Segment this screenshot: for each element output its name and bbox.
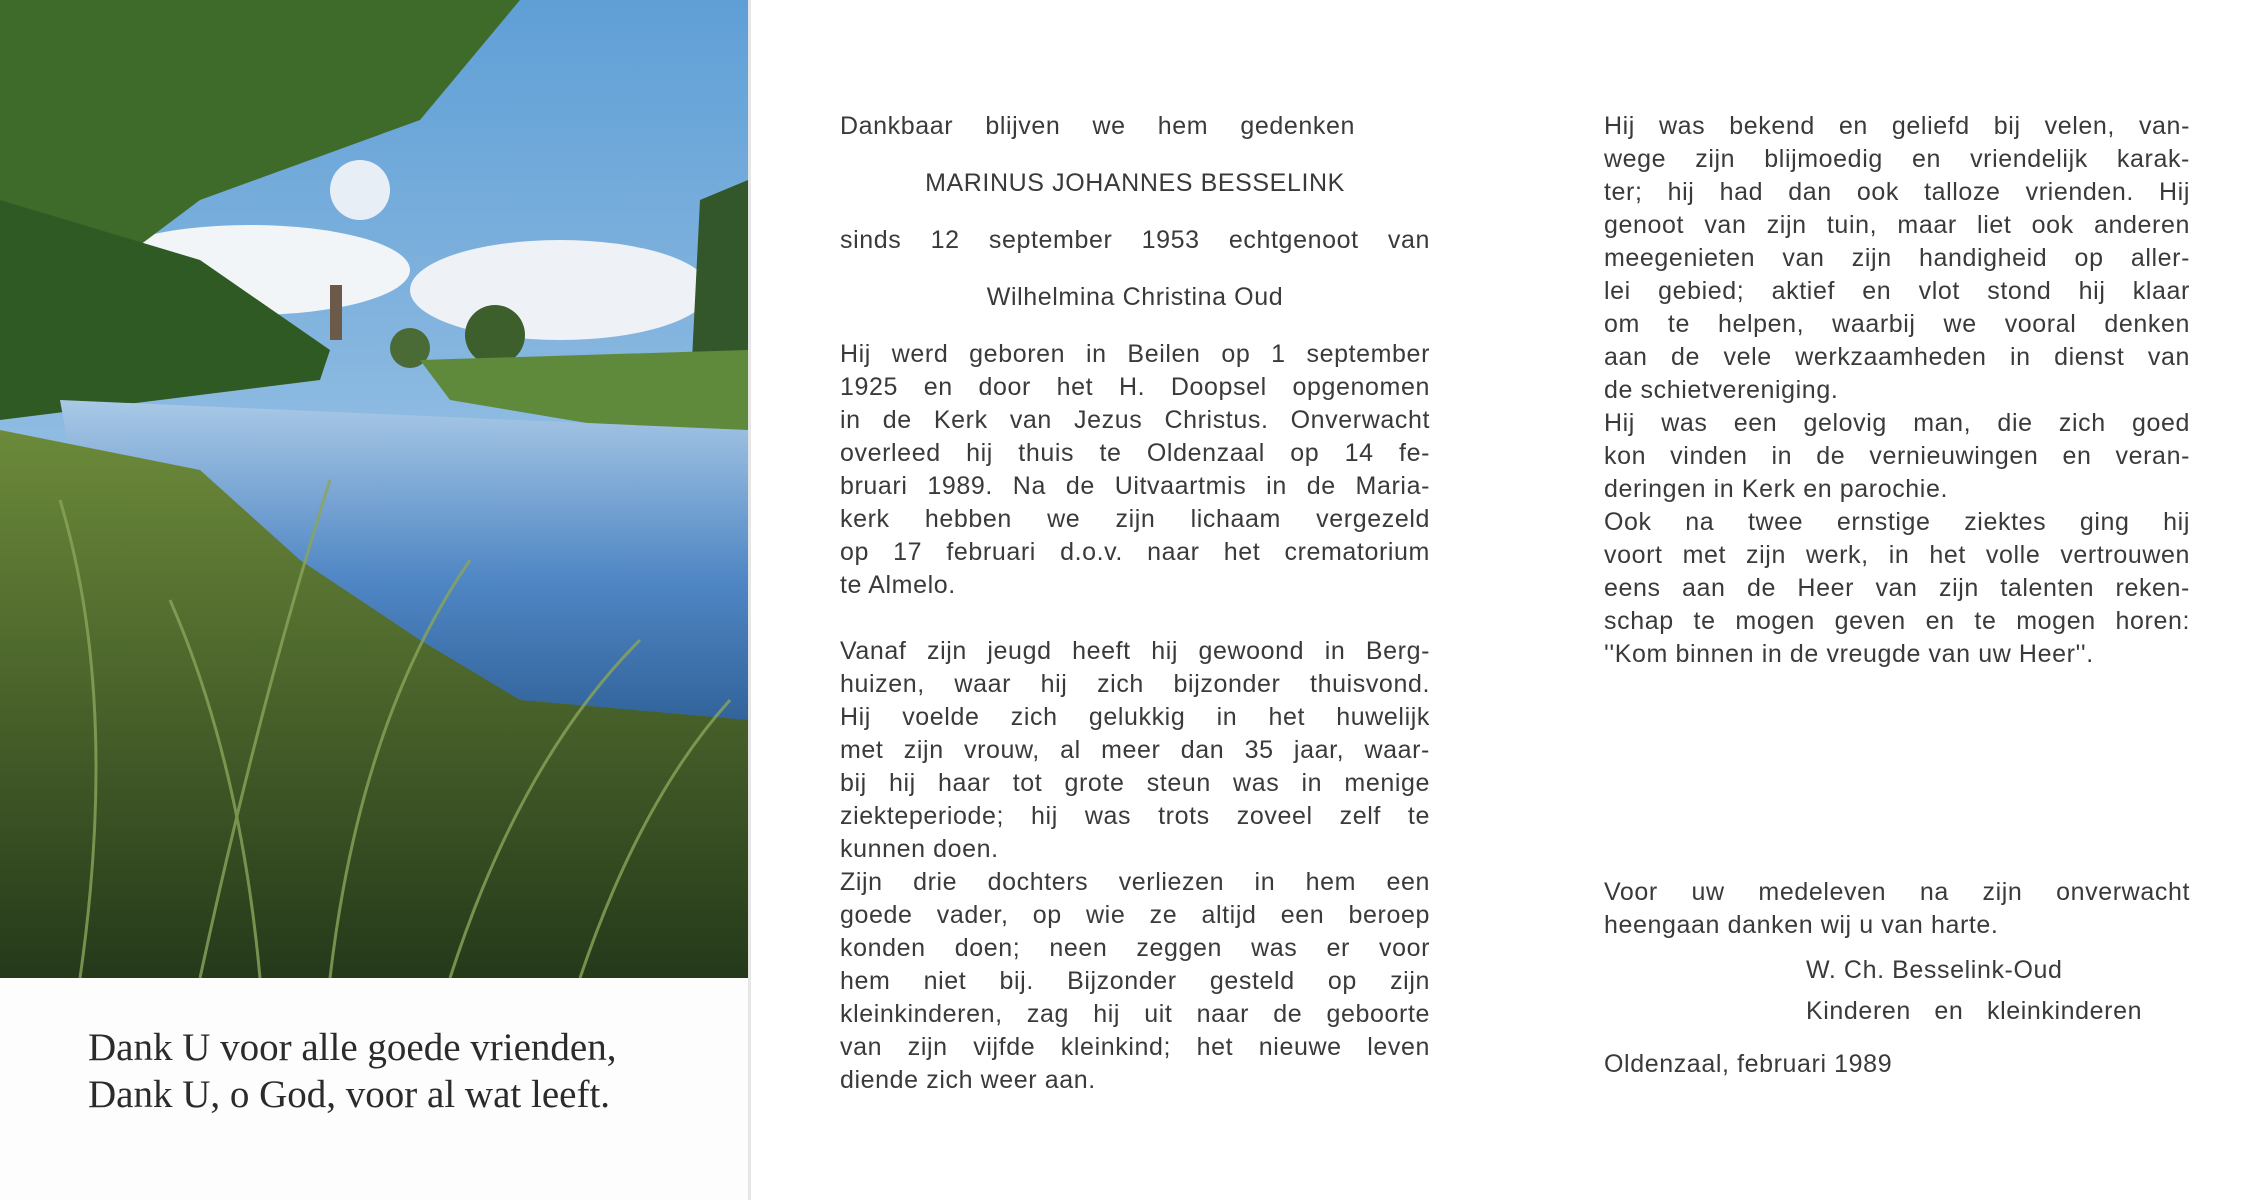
text-line: wege zijn blijmoedig en vriendelijk karak- (1604, 145, 2190, 173)
text-line: eens aan de Heer van zijn talenten reken- (1604, 574, 2190, 602)
text-line: genoot van zijn tuin, maar liet ook anderen (1604, 211, 2190, 239)
text-line: Hij was bekend en geliefd bij velen, van- (1604, 112, 2190, 140)
spouse-name: Wilhelmina Christina Oud (986, 283, 1284, 311)
text-line: ter; hij had dan ook talloze vrienden. Hij (1604, 178, 2190, 206)
thanks-line: heengaan danken wij u van harte. (1604, 911, 1999, 939)
thanks-line: Voor uw medeleven na zijn onverwacht (1604, 878, 2190, 906)
text-line: op 17 februari d.o.v. naar het crematorium (840, 538, 1430, 566)
married-line: sinds 12 september 1953 echtgenoot van (840, 226, 1430, 254)
windmill-icon (330, 285, 342, 340)
text-line: in de Kerk van Jezus Christus. Onverwacht (840, 406, 1430, 434)
text-line: meegenieten van zijn handigheid op aller- (1604, 244, 2190, 272)
text-line: Vanaf zijn jeugd heeft hij gewoond in Berg- (840, 637, 1430, 665)
biography-column-1 (840, 110, 1430, 1097)
text-line: kerk hebben we zijn lichaam vergezeld (840, 505, 1430, 533)
intro-line: Dankbaar blijven we hem gedenken (840, 112, 1355, 140)
signature-spouse: W. Ch. Besselink-Oud (1806, 956, 2063, 984)
text-line: te Almelo. (840, 571, 956, 599)
text-line: konden doen; neen zeggen was er voor (840, 934, 1430, 962)
text-line: kunnen doen. (840, 835, 999, 863)
text-line: met zijn vrouw, al meer dan 35 jaar, waar- (840, 736, 1430, 764)
text-line: diende zich weer aan. (840, 1066, 1096, 1094)
text-line: huizen, waar hij zich bijzonder thuisvond. (840, 670, 1430, 698)
text-line: Hij voelde zich gelukkig in het huwelijk (840, 703, 1430, 731)
text-line: goede vader, op wie ze altijd een beroep (840, 901, 1430, 929)
memorial-card-front (0, 0, 751, 1200)
caption-verse (88, 1024, 616, 1118)
text-line: lei gebied; aktief en vlot stond hij klaar (1604, 277, 2190, 305)
text-line: deringen in Kerk en parochie. (1604, 475, 1948, 503)
text-line: om te helpen, waarbij we vooral denken (1604, 310, 2190, 338)
column-2-body (1604, 110, 2190, 671)
text-line: schap te mogen geven en te mogen horen: (1604, 607, 2190, 635)
text-line: Zijn drie dochters verliezen in hem een (840, 868, 1430, 896)
text-line: hem niet bij. Bijzonder gesteld op zijn (840, 967, 1430, 995)
caption-line: Dank U voor alle goede vrienden, (88, 1026, 617, 1069)
text-line: bruari 1989. Na de Uitvaartmis in de Maria- (840, 472, 1430, 500)
text-line: bij hij haar tot grote steun was in menige (840, 769, 1430, 797)
text-line: kon vinden in de vernieuwingen en veran- (1604, 442, 2190, 470)
text-line: 1925 en door het H. Doopsel opgenomen (840, 373, 1430, 401)
caption-line: Dank U, o God, voor al wat leeft. (88, 1073, 611, 1116)
text-line: overleed hij thuis te Oldenzaal op 14 fe- (840, 439, 1430, 467)
text-line: Ook na twee ernstige ziektes ging hij (1604, 508, 2190, 536)
signature-family: Kinderen en kleinkinderen (1806, 997, 2143, 1025)
text-line: ''Kom binnen in de vreugde van uw Heer''. (1604, 640, 2094, 668)
landscape-photo (0, 0, 748, 978)
place-date: Oldenzaal, februari 1989 (1604, 1050, 1893, 1078)
closing-section (1604, 876, 2190, 1081)
text-line: Hij werd geboren in Beilen op 1 september (840, 340, 1430, 368)
deceased-name: MARINUS JOHANNES BESSELINK (925, 169, 1345, 197)
text-line: van zijn vijfde kleinkind; het nieuwe leven (840, 1033, 1430, 1061)
biography-column-2 (1604, 110, 2190, 671)
text-line: voort met zijn werk, in het volle vertrouwen (1604, 541, 2190, 569)
text-line: de schietvereniging. (1604, 376, 1839, 404)
text-line: Hij was een gelovig man, die zich goed (1604, 409, 2190, 437)
text-line: ziekteperiode; hij was trots zoveel zelf te (840, 802, 1430, 830)
column-1-body (840, 338, 1430, 1097)
text-line: kleinkinderen, zag hij uit naar de geboorte (840, 1000, 1430, 1028)
text-line: aan de vele werkzaamheden in dienst van (1604, 343, 2190, 371)
